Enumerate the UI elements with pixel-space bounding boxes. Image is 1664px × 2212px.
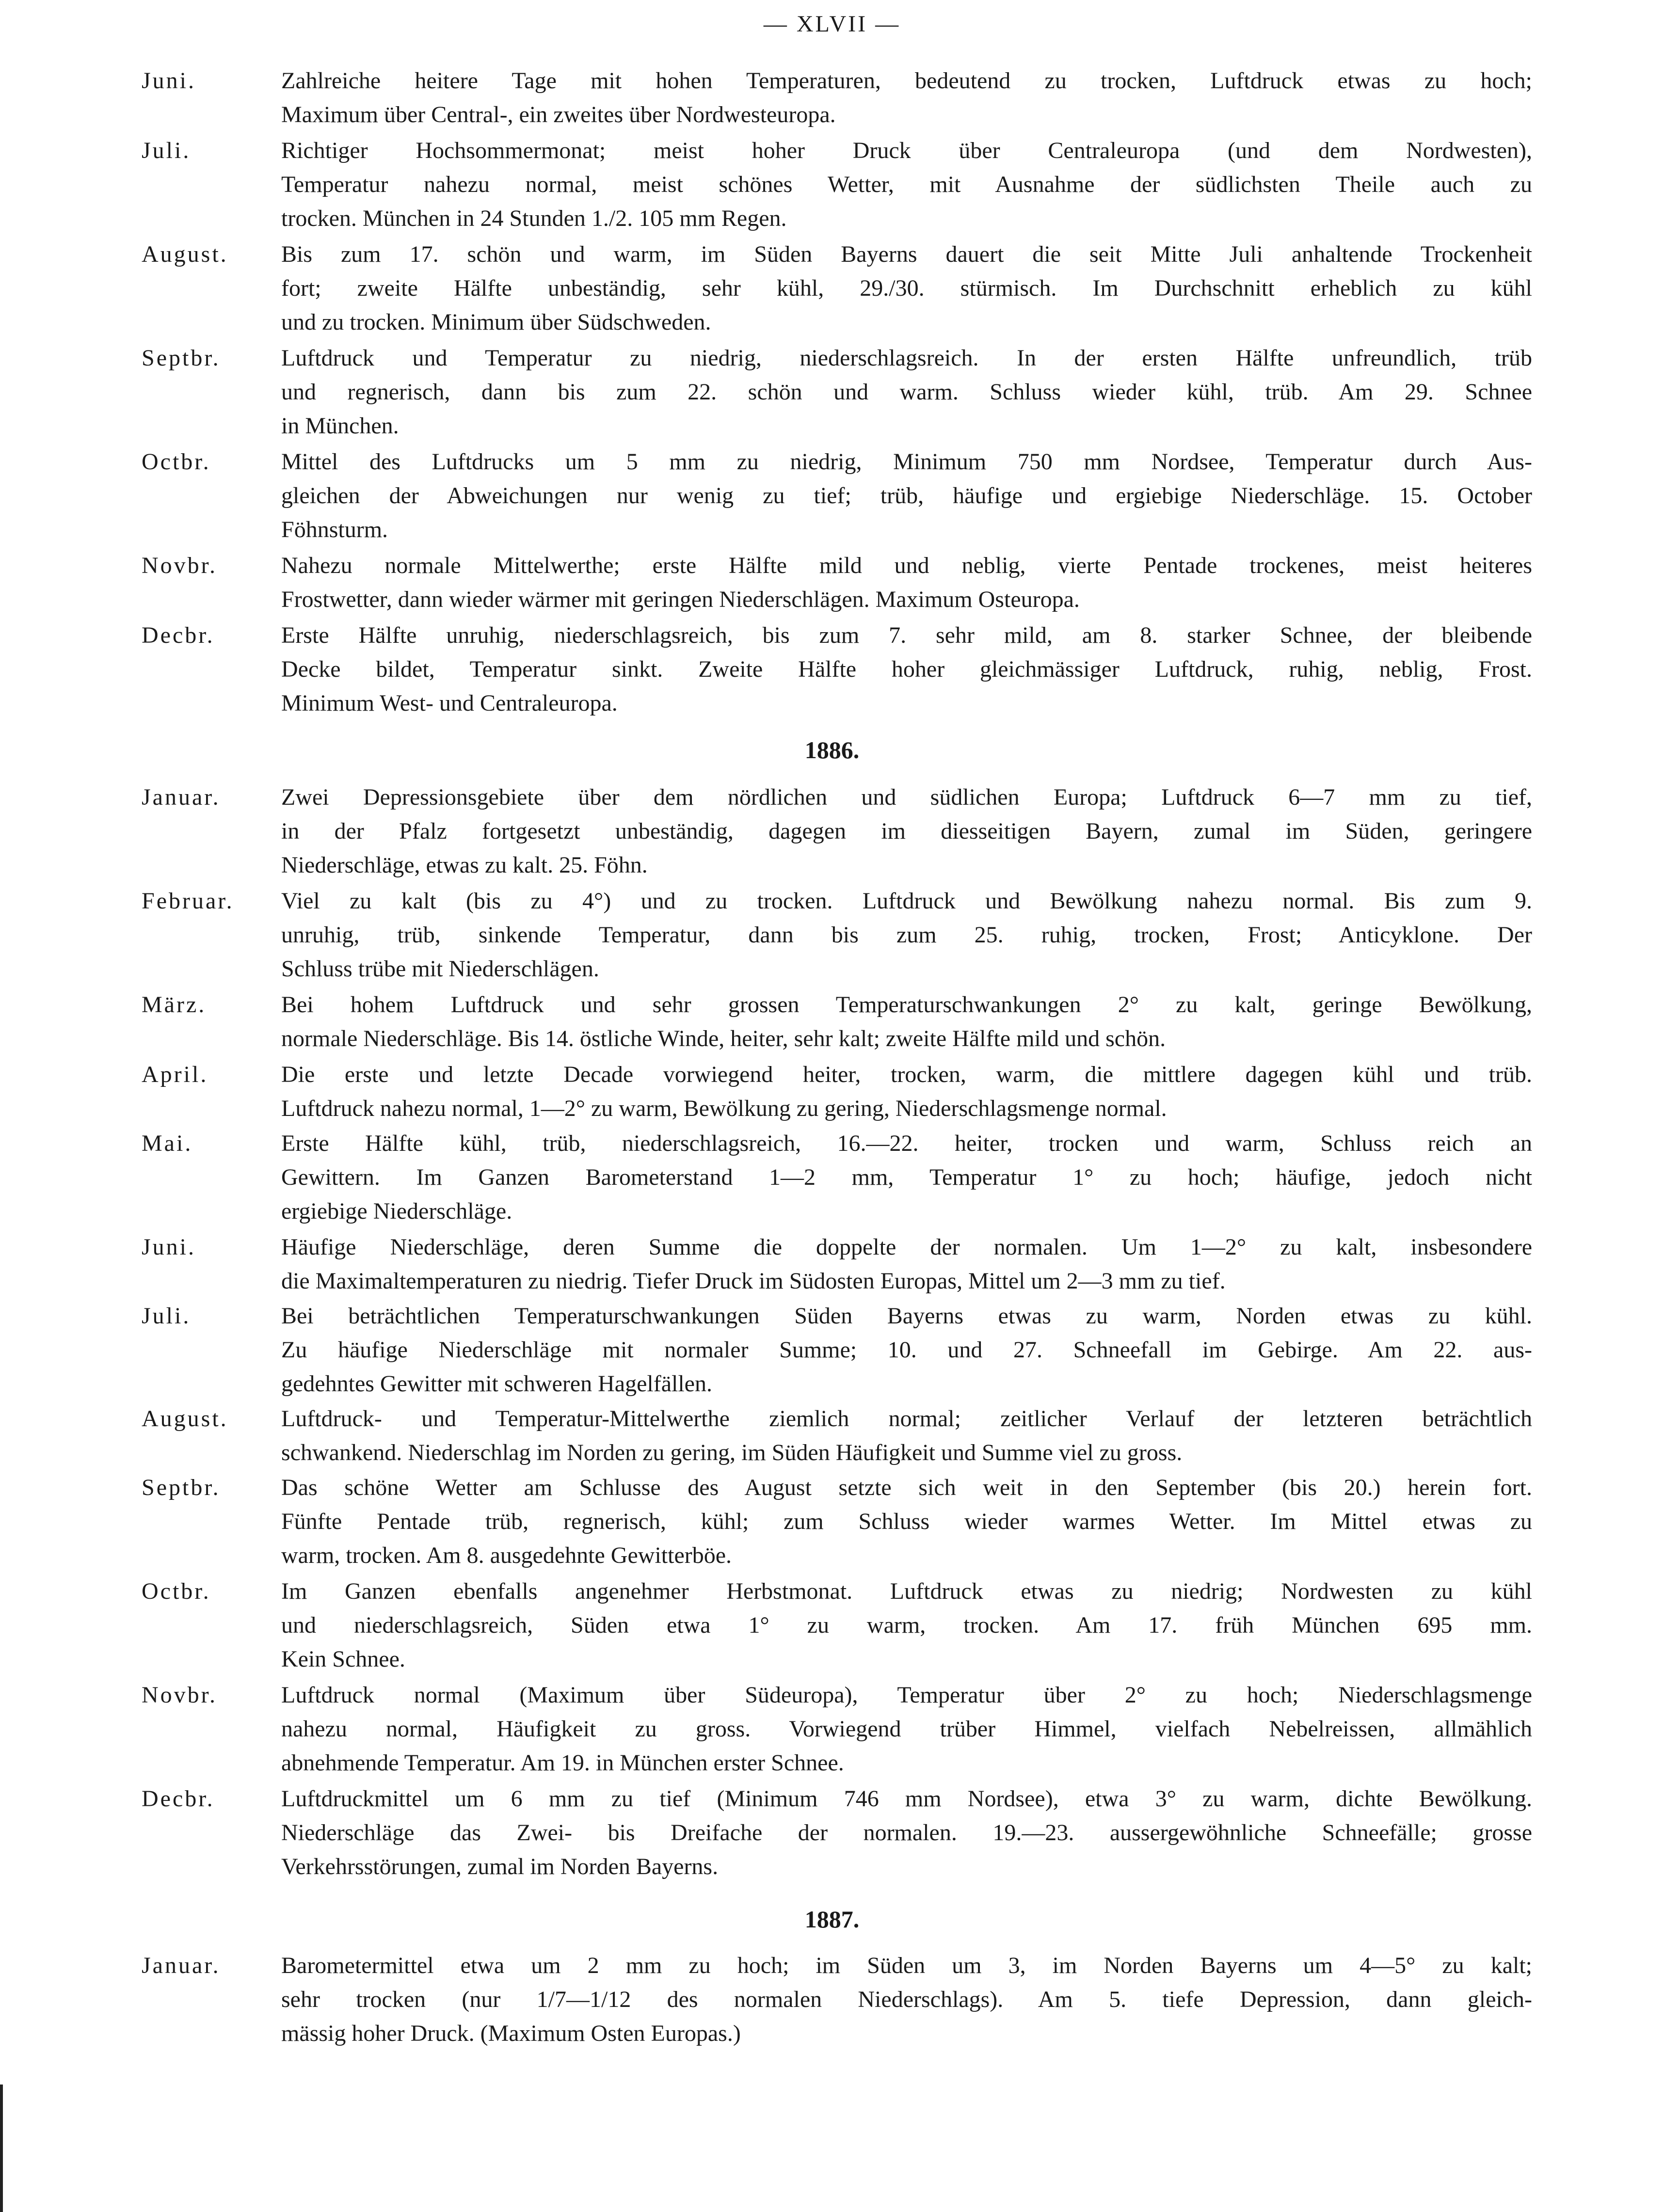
text-line: Luftdruck normal (Maximum über Südeuropa), Temperatur über 2° zu hoch; Niederschlagsmenge: [281, 1682, 1532, 1708]
entry-text: [281, 1230, 1532, 1298]
text-line: Barometermittel etwa um 2 mm zu hoch; im Süden um 3, im Norden Bayerns um 4—5° zu kalt;: [281, 1953, 1532, 1978]
text-line: und niederschlagsreich, Süden etwa 1° zu warm, trocken. Am 17. früh München 695 mm.: [281, 1612, 1532, 1638]
entry-text: [281, 64, 1532, 132]
text-line: Zahlreiche heitere Tage mit hohen Temperaturen, bedeutend zu trocken, Luftdruck etwas zu hoch;: [281, 68, 1532, 94]
entry-text: [281, 1782, 1532, 1884]
month-label: Juli.: [142, 138, 191, 163]
month-label: Januar.: [142, 1953, 221, 1978]
month-label: Juni.: [142, 68, 196, 94]
month-label: Novbr.: [142, 1682, 217, 1708]
entry-text: [281, 1471, 1532, 1573]
text-line: Schluss trübe mit Niederschlägen.: [281, 956, 599, 982]
text-line: Nahezu normale Mittelwerthe; erste Hälfte mild und neblig, vierte Pentade trockenes, meist heiteres: [281, 553, 1532, 578]
text-line: Kein Schnee.: [281, 1646, 405, 1672]
text-line: Temperatur nahezu normal, meist schönes Wetter, mit Ausnahme der südlichsten Theile auch zu: [281, 172, 1532, 197]
text-line: Zu häufige Niederschläge mit normaler Summe; 10. und 27. Schneefall im Gebirge. Am 22. aus-: [281, 1337, 1532, 1363]
text-line: Maximum über Central-, ein zweites über Nordwesteuropa.: [281, 102, 836, 127]
text-line: Viel zu kalt (bis zu 4°) und zu trocken. Luftdruck und Bewölkung nahezu normal. Bis zum 9.: [281, 888, 1532, 914]
text-line: abnehmende Temperatur. Am 19. in München erster Schnee.: [281, 1750, 844, 1776]
text-line: in München.: [281, 413, 399, 439]
text-line: nahezu normal, Häufigkeit zu gross. Vorwiegend trüber Himmel, vielfach Nebelreissen, allmählich: [281, 1716, 1532, 1742]
text-line: Frostwetter, dann wieder wärmer mit geringen Niederschlägen. Maximum Osteuropa.: [281, 587, 1080, 612]
text-line: Bei beträchtlichen Temperaturschwankungen Süden Bayerns etwas zu warm, Norden etwas zu kühl.: [281, 1303, 1532, 1329]
page-number-header: — XLVII —: [763, 11, 901, 37]
text-line: gedehntes Gewitter mit schweren Hagelfällen.: [281, 1371, 712, 1397]
month-label: Decbr.: [142, 622, 215, 648]
entry-text: [281, 238, 1532, 339]
month-label: April.: [142, 1062, 208, 1087]
text-line: Gewittern. Im Ganzen Barometerstand 1—2 mm, Temperatur 1° zu hoch; häufige, jedoch nicht: [281, 1164, 1532, 1190]
text-line: gleichen der Abweichungen nur wenig zu tief; trüb, häufige und ergiebige Niederschläge. 15. October: [281, 483, 1532, 509]
text-line: Die erste und letzte Decade vorwiegend heiter, trocken, warm, die mittlere dagegen kühl und trüb.: [281, 1062, 1532, 1087]
text-line: Erste Hälfte kühl, trüb, niederschlagsreich, 16.—22. heiter, trocken und warm, Schluss reich an: [281, 1130, 1532, 1156]
month-label: Decbr.: [142, 1786, 215, 1812]
month-label: Juli.: [142, 1303, 191, 1329]
text-line: Zwei Depressionsgebiete über dem nördlichen und südlichen Europa; Luftdruck 6—7 mm zu tief,: [281, 784, 1532, 810]
text-line: Föhnsturm.: [281, 517, 388, 542]
text-line: schwankend. Niederschlag im Norden zu gering, im Süden Häufigkeit und Summe viel zu gross.: [281, 1440, 1183, 1465]
entry-text: [281, 780, 1532, 882]
month-label: Novbr.: [142, 553, 217, 578]
entry-text: [281, 1678, 1532, 1780]
entry-text: [281, 1949, 1532, 2051]
entry-text: [281, 1299, 1532, 1401]
entry-text: [281, 1127, 1532, 1228]
text-line: Bis zum 17. schön und warm, im Süden Bayerns dauert die seit Mitte Juli anhaltende Trockenheit: [281, 241, 1532, 267]
text-line: Luftdruck nahezu normal, 1—2° zu warm, Bewölkung zu gering, Niederschlagsmenge normal.: [281, 1096, 1167, 1121]
month-label: Octbr.: [142, 449, 211, 475]
year-heading-1886: 1886.: [804, 736, 860, 764]
entry-text: [281, 884, 1532, 986]
entry-text: [281, 341, 1532, 443]
text-line: in der Pfalz fortgesetzt unbeständig, dagegen im diesseitigen Bayern, zumal im Süden, geringere: [281, 818, 1532, 844]
month-label: Octbr.: [142, 1578, 211, 1604]
text-line: Richtiger Hochsommermonat; meist hoher Druck über Centraleuropa (und dem Nordwesten),: [281, 138, 1532, 163]
month-label: März.: [142, 992, 207, 1018]
month-label: August.: [142, 241, 228, 267]
text-line: Fünfte Pentade trüb, regnerisch, kühl; zum Schluss wieder warmes Wetter. Im Mittel etwas zu: [281, 1509, 1532, 1534]
text-line: sehr trocken (nur 1/7—1/12 des normalen Niederschlags). Am 5. tiefe Depression, dann gleich-: [281, 1987, 1532, 2012]
entry-text: [281, 619, 1532, 720]
text-line: und regnerisch, dann bis zum 22. schön und warm. Schluss wieder kühl, trüb. Am 29. Schnee: [281, 379, 1532, 405]
entry-text: [281, 549, 1532, 617]
text-line: Erste Hälfte unruhig, niederschlagsreich, bis zum 7. sehr mild, am 8. starker Schnee, der bleibende: [281, 622, 1532, 648]
month-label: Januar.: [142, 784, 221, 810]
entry-text: [281, 445, 1532, 547]
text-line: Verkehrsstörungen, zumal im Norden Bayerns.: [281, 1854, 719, 1879]
text-line: mässig hoher Druck. (Maximum Osten Europas.): [281, 2021, 741, 2046]
text-line: Bei hohem Luftdruck und sehr grossen Temperaturschwankungen 2° zu kalt, geringe Bewölkung,: [281, 992, 1532, 1018]
entry-text: [281, 988, 1532, 1056]
month-label: Mai.: [142, 1130, 193, 1156]
entry-text: [281, 1402, 1532, 1470]
text-line: Das schöne Wetter am Schlusse des August setzte sich weit in den September (bis 20.) herein fort.: [281, 1475, 1532, 1500]
text-line: fort; zweite Hälfte unbeständig, sehr kühl, 29./30. stürmisch. Im Durchschnitt erheblich zu kühl: [281, 275, 1532, 301]
month-label: Septbr.: [142, 345, 221, 371]
text-line: warm, trocken. Am 8. ausgedehnte Gewitterböe.: [281, 1543, 732, 1568]
year-heading-1887: 1887.: [804, 1906, 860, 1933]
month-label: Juni.: [142, 1234, 196, 1260]
text-line: Mittel des Luftdrucks um 5 mm zu niedrig, Minimum 750 mm Nordsee, Temperatur durch Aus-: [281, 449, 1532, 475]
text-line: Luftdruckmittel um 6 mm zu tief (Minimum 746 mm Nordsee), etwa 3° zu warm, dichte Bewölkung.: [281, 1786, 1532, 1812]
text-line: Niederschläge, etwas zu kalt. 25. Föhn.: [281, 852, 648, 878]
text-line: Häufige Niederschläge, deren Summe die doppelte der normalen. Um 1—2° zu kalt, insbesondere: [281, 1234, 1532, 1260]
text-line: Im Ganzen ebenfalls angenehmer Herbstmonat. Luftdruck etwas zu niedrig; Nordwesten zu kühl: [281, 1578, 1532, 1604]
text-line: Luftdruck- und Temperatur-Mittelwerthe ziemlich normal; zeitlicher Verlauf der letzteren beträchtlich: [281, 1406, 1532, 1432]
month-label: Septbr.: [142, 1475, 221, 1500]
entry-text: [281, 1058, 1532, 1126]
entry-text: [281, 1575, 1532, 1676]
month-label: August.: [142, 1406, 228, 1432]
text-line: trocken. München in 24 Stunden 1./2. 105 mm Regen.: [281, 206, 787, 231]
entry-text: [281, 134, 1532, 236]
text-line: Minimum West- und Centraleuropa.: [281, 690, 618, 716]
text-line: Niederschläge das Zwei- bis Dreifache der normalen. 19.—23. aussergewöhnliche Schneefälle; grosse: [281, 1820, 1532, 1846]
scan-edge-mark: [0, 2085, 3, 2212]
text-line: Luftdruck und Temperatur zu niedrig, niederschlagsreich. In der ersten Hälfte unfreundlich, trüb: [281, 345, 1532, 371]
text-line: Decke bildet, Temperatur sinkt. Zweite Hälfte hoher gleichmässiger Luftdruck, ruhig, neblig, Frost.: [281, 656, 1532, 682]
text-line: ergiebige Niederschläge.: [281, 1198, 512, 1224]
text-line: die Maximaltemperaturen zu niedrig. Tiefer Druck im Südosten Europas, Mittel um 2—3 mm zu tief.: [281, 1268, 1226, 1294]
month-label: Februar.: [142, 888, 234, 914]
text-line: unruhig, trüb, sinkende Temperatur, dann bis zum 25. ruhig, trocken, Frost; Anticyklone. Der: [281, 922, 1532, 948]
text-line: und zu trocken. Minimum über Südschweden.: [281, 309, 711, 335]
text-line: normale Niederschläge. Bis 14. östliche Winde, heiter, sehr kalt; zweite Hälfte mild und schön.: [281, 1026, 1166, 1051]
